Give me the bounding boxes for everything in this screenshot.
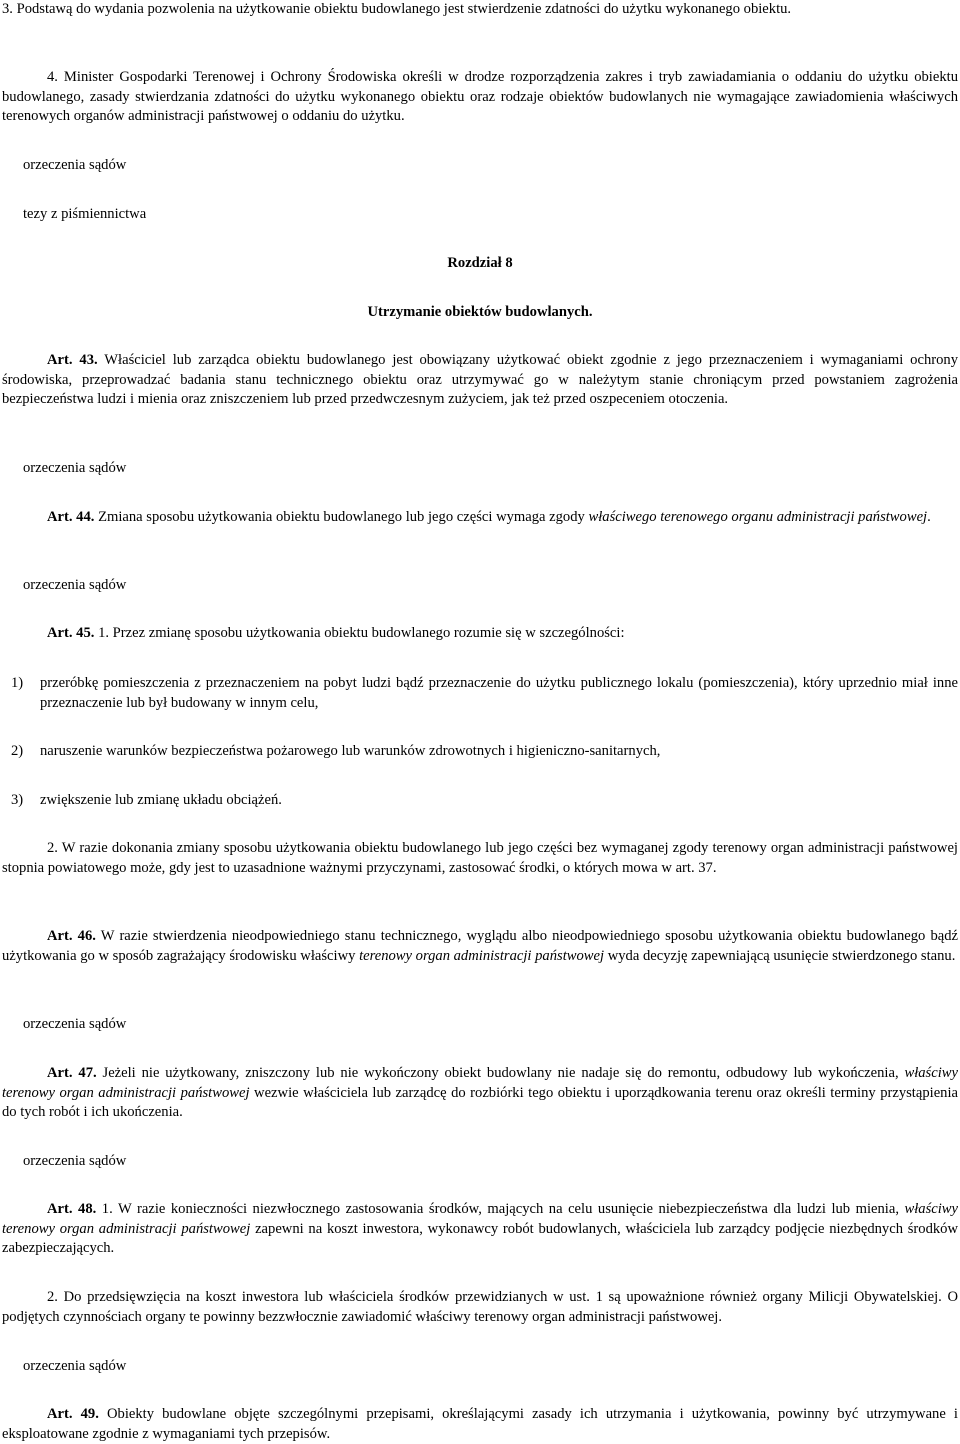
article-48-label: Art. 48. — [47, 1201, 97, 1217]
article-47-text: Jeżeli nie użytkowany, zniszczony lub nie wykończony obiekt budowlany nie nadaje się do remontu, odbudowy lub wykończenia, — [102, 1065, 899, 1081]
chapter-title: Utrzymanie obiektów budowlanych. — [367, 304, 593, 320]
paragraph-4-text: 4. Minister Gospodarki Terenowej i Ochrony Środowiska określi w drodze rozporządzenia zakres i tryb zawiadamiania o oddaniu do użytku obiektu budowlanego, zasady stwierdzania zdatności do użytku wykonanego obiektu oraz rodzaje obiektów budowlanych nie wymagające zawiadomienia właściwych terenowych organów administracji państwowej o oddaniu do użytku. — [2, 69, 958, 125]
list-item-number: 2) — [11, 743, 24, 759]
list-item-number: 1) — [11, 675, 24, 691]
list-item-text: naruszenie warunków bezpieczeństwa pożarowego lub warunków zdrowotnych i higieniczno-sanitarnych, — [40, 743, 661, 759]
article-48-end: zapewni na koszt inwestora, wykonawcy robót budowlanych, właściciela lub zarządcy podjęcie niezbędnych środków zabezpieczających. — [2, 1220, 959, 1257]
literature-theses-link[interactable]: tezy z piśmiennictwa — [23, 206, 147, 222]
article-47-label: Art. 47. — [47, 1065, 97, 1081]
paragraph-3 — [2, 0, 958, 20]
article-48-italic: właściwy terenowy organ administracji państwowej — [2, 1201, 958, 1237]
article-43-label: Art. 43. — [47, 352, 98, 368]
article-44 — [2, 508, 958, 528]
article-48-text: 1. W razie konieczności niezwłocznego zastosowania środków, mających na celu usunięcie niebezpieczeństwa dla ludzi lub mienia, — [101, 1201, 899, 1217]
article-49-label: Art. 49. — [47, 1406, 99, 1422]
court-rulings-link-4[interactable]: orzeczenia sądów — [23, 1016, 127, 1032]
article-46-text: W razie stwierdzenia nieodpowiedniego stanu technicznego, wyglądu albo nieodpowiedniego sposobu użytkowania obiektu budowlanego bądź użytkowania go w sposób zagrażający środowisku właściwy — [2, 928, 958, 964]
court-rulings-link-2[interactable]: orzeczenia sądów — [23, 460, 127, 476]
article-44-text: Zmiana sposobu użytkowania obiektu budowlanego lub jego części wymaga zgody — [98, 509, 585, 525]
list-item-number: 3) — [11, 792, 24, 808]
list-item — [11, 791, 958, 811]
article-43 — [2, 351, 958, 410]
article-45 — [2, 624, 958, 644]
article-48-paragraph-2-text: 2. Do przedsięwzięcia na koszt inwestora lub właściciela środków przewidzianych w ust. 1 są upoważnione również organy Milicji Obywatelskiej. O podjętych czynnościach organy te powinny bezzwłocznie zawiadomić właściwy terenowy organ administracji państwowej. — [2, 1289, 958, 1325]
article-47-italic: właściwy terenowy organ administracji państwowej — [2, 1065, 958, 1101]
list-item-text: zwiększenie lub zmianę układu obciążeń. — [40, 792, 282, 808]
article-49 — [2, 1405, 958, 1444]
article-44-label: Art. 44. — [47, 509, 95, 525]
court-rulings-link-1[interactable]: orzeczenia sądów — [23, 157, 127, 173]
chapter-number: Rozdział 8 — [447, 255, 513, 271]
article-46-italic: terenowy organ administracji państwowej — [359, 947, 605, 964]
paragraph-4 — [2, 68, 958, 127]
article-43-text: Właściciel lub zarządca obiektu budowlanego jest obowiązany użytkować obiekt zgodnie z jego przeznaczeniem i wymaganiami ochrony środowiska, przeprowadzać badania stanu technicznego obiektu oraz utrzymywać go w należytym stanie chroniącym przed powstaniem zagrożenia bezpieczeństwa ludzi i mienia oraz zniszczeniem lub przed przedwczesnym zużyciem, jak też przed oszpeceniem otoczenia. — [2, 352, 958, 408]
article-45-paragraph-2 — [2, 839, 958, 878]
article-47-end: wezwie właściciela lub zarządcę do rozbiórki tego obiektu i uporządkowania terenu oraz określi terminy przystąpienia do tych robót i ich ukończenia. — [2, 1084, 958, 1121]
article-46-end: wyda decyzję zapewniającą usunięcie stwierdzonego stanu. — [607, 947, 956, 964]
article-45-intro: 1. Przez zmianę sposobu użytkowania obiektu budowlanego rozumie się w szczególności: — [98, 625, 625, 641]
article-46 — [2, 927, 958, 966]
court-rulings-link-5[interactable]: orzeczenia sądów — [23, 1153, 127, 1169]
list-item-text: przeróbkę pomieszczenia z przeznaczeniem na pobyt ludzi bądź przeznaczenie do użytku publicznego lokalu (pomieszczenia), który uprzednio miał inne przeznaczenie lub był budowany w innym celu, — [40, 675, 958, 711]
article-45-label: Art. 45. — [47, 625, 95, 641]
article-46-label: Art. 46. — [47, 928, 96, 944]
list-item — [11, 742, 958, 762]
article-45-paragraph-2-text: 2. W razie dokonania zmiany sposobu użytkowania obiektu budowlanego lub jego części bez wymaganej zgody terenowy organ administracji państwowej stopnia powiatowego może, gdy jest to uzasadnione ważnymi przyczynami, zastosować środki, o których mowa w art. 37. — [2, 840, 958, 876]
article-44-italic: właściwego terenowego organu administracji państwowej — [588, 509, 928, 525]
paragraph-3-text: 3. Podstawą do wydania pozwolenia na użytkowanie obiektu budowlanego jest stwierdzenie zdatności do użytku wykonanego obiektu. — [2, 1, 792, 17]
list-item — [11, 674, 958, 713]
court-rulings-link-6[interactable]: orzeczenia sądów — [23, 1358, 127, 1374]
court-rulings-link-3[interactable]: orzeczenia sądów — [23, 577, 127, 593]
article-44-end: . — [927, 509, 931, 525]
article-49-text: Obiekty budowlane objęte szczególnymi przepisami, określającymi zasady ich utrzymania i użytkowania, powinny być utrzymywane i eksploatowane zgodnie z wymaganiami tych przepisów. — [2, 1406, 958, 1442]
article-48 — [2, 1200, 958, 1259]
article-48-paragraph-2 — [2, 1288, 958, 1327]
article-47 — [2, 1064, 958, 1123]
